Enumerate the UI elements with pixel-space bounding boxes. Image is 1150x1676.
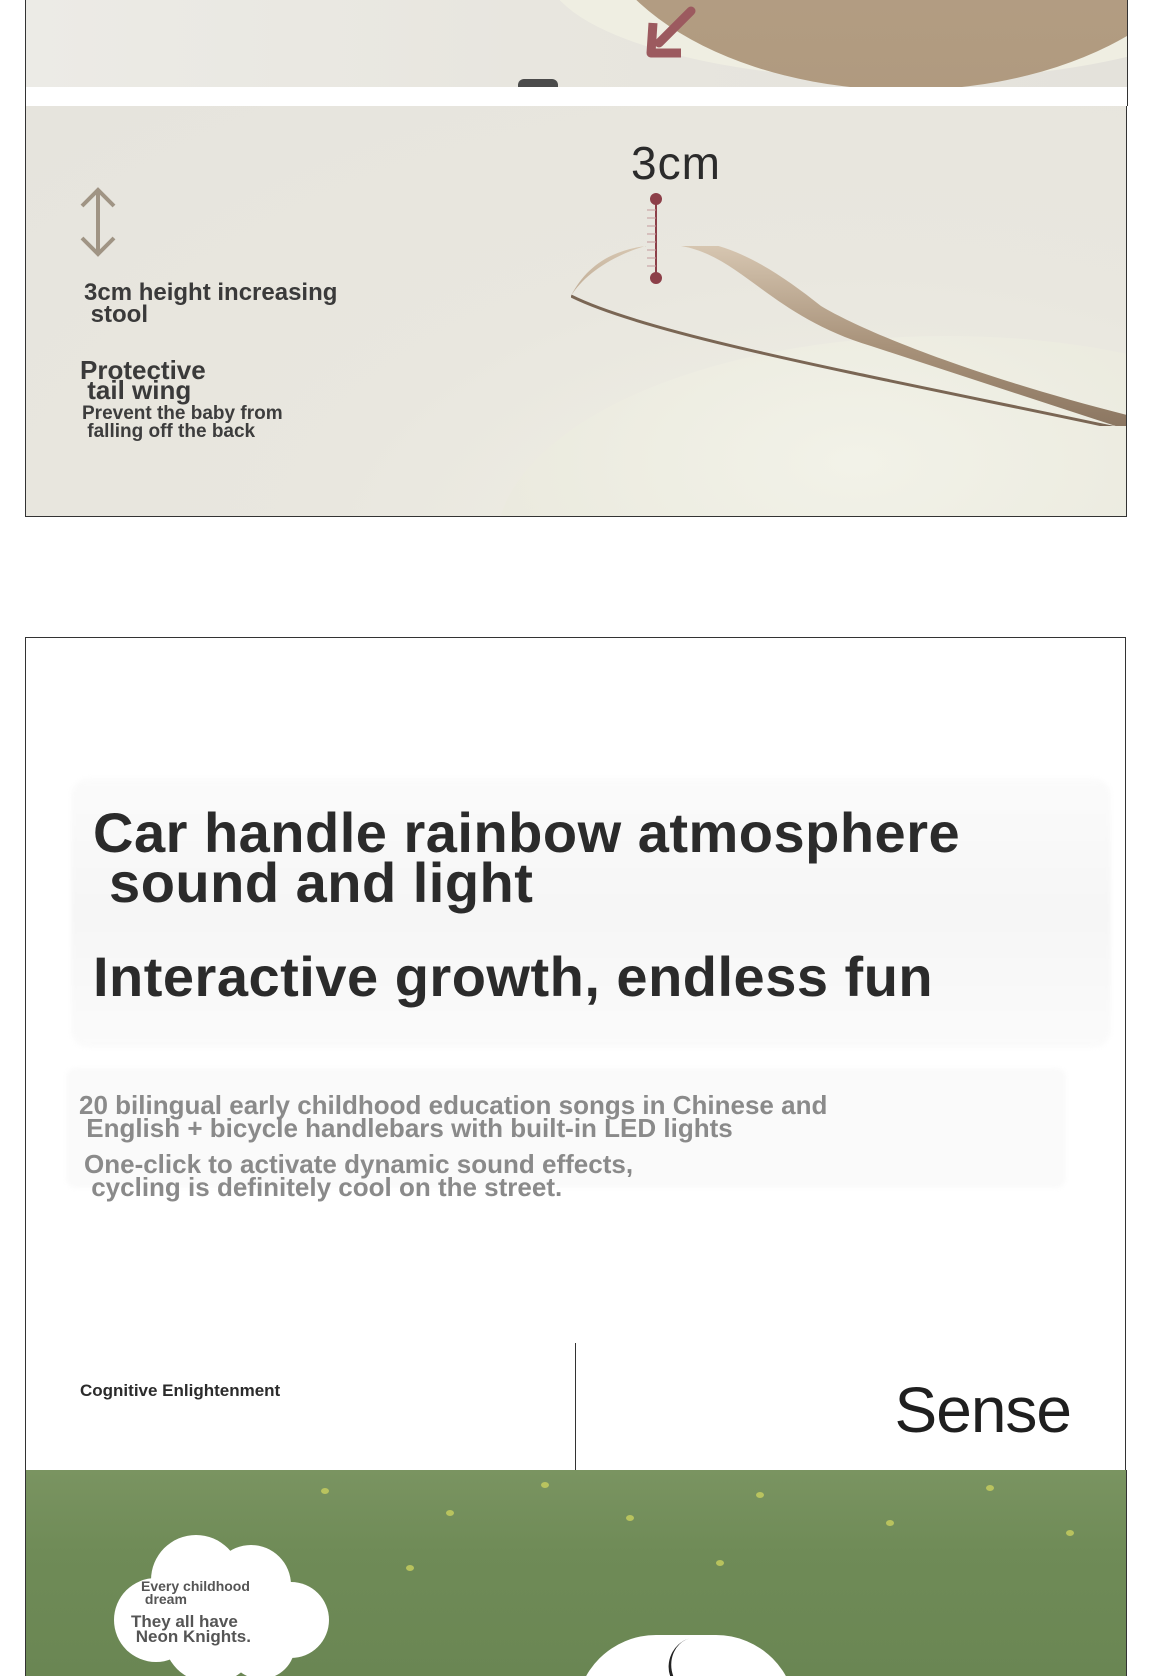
flower-speck [1066, 1530, 1074, 1536]
grass-photo [25, 1470, 1127, 1676]
cognitive-label: Cognitive Enlightenment [80, 1381, 281, 1400]
sense-label: Sense [894, 1374, 1071, 1446]
feature-description: Prevent the baby from falling off the back [82, 403, 283, 442]
headline-tagline: Interactive growth, endless fun [93, 945, 934, 1008]
flower-speck [321, 1488, 329, 1494]
headline-subtext-sound: One-click to activate dynamic sound effects, cycling is definitely cool on the street. [84, 1149, 634, 1202]
seat-closeup-image [25, 0, 1128, 87]
section-divider [25, 87, 1128, 106]
footer-left-cell [25, 1343, 577, 1471]
flower-speck [756, 1492, 764, 1498]
cloud-text-line1: Every childhood dream [141, 1578, 250, 1607]
flower-speck [541, 1482, 549, 1488]
footer-right-cell [575, 1343, 1126, 1471]
headline-title: Car handle rainbow atmosphere sound and light [93, 801, 961, 914]
flower-speck [886, 1520, 894, 1526]
flower-speck [986, 1485, 994, 1491]
measure-label: 3cm [631, 137, 721, 189]
flower-speck [626, 1515, 634, 1521]
feature-subtitle: Protective tail wing [80, 355, 206, 405]
headline-subtext-songs: 20 bilingual early childhood education songs in Chinese and English + bicycle handlebars with built-in LED lights [79, 1090, 828, 1143]
flower-speck [716, 1560, 724, 1566]
feature-title: 3cm height increasing stool [84, 279, 338, 328]
headline-panel [25, 637, 1126, 1345]
height-feature-panel [25, 106, 1127, 517]
red-arrow-icon [641, 5, 701, 65]
flower-speck [406, 1565, 414, 1571]
up-down-arrow-icon [78, 186, 118, 258]
flower-speck [446, 1510, 454, 1516]
height-ruler-icon [641, 192, 671, 290]
cloud-text-line2: They all have Neon Knights. [131, 1612, 251, 1646]
seat-foot [518, 79, 558, 87]
